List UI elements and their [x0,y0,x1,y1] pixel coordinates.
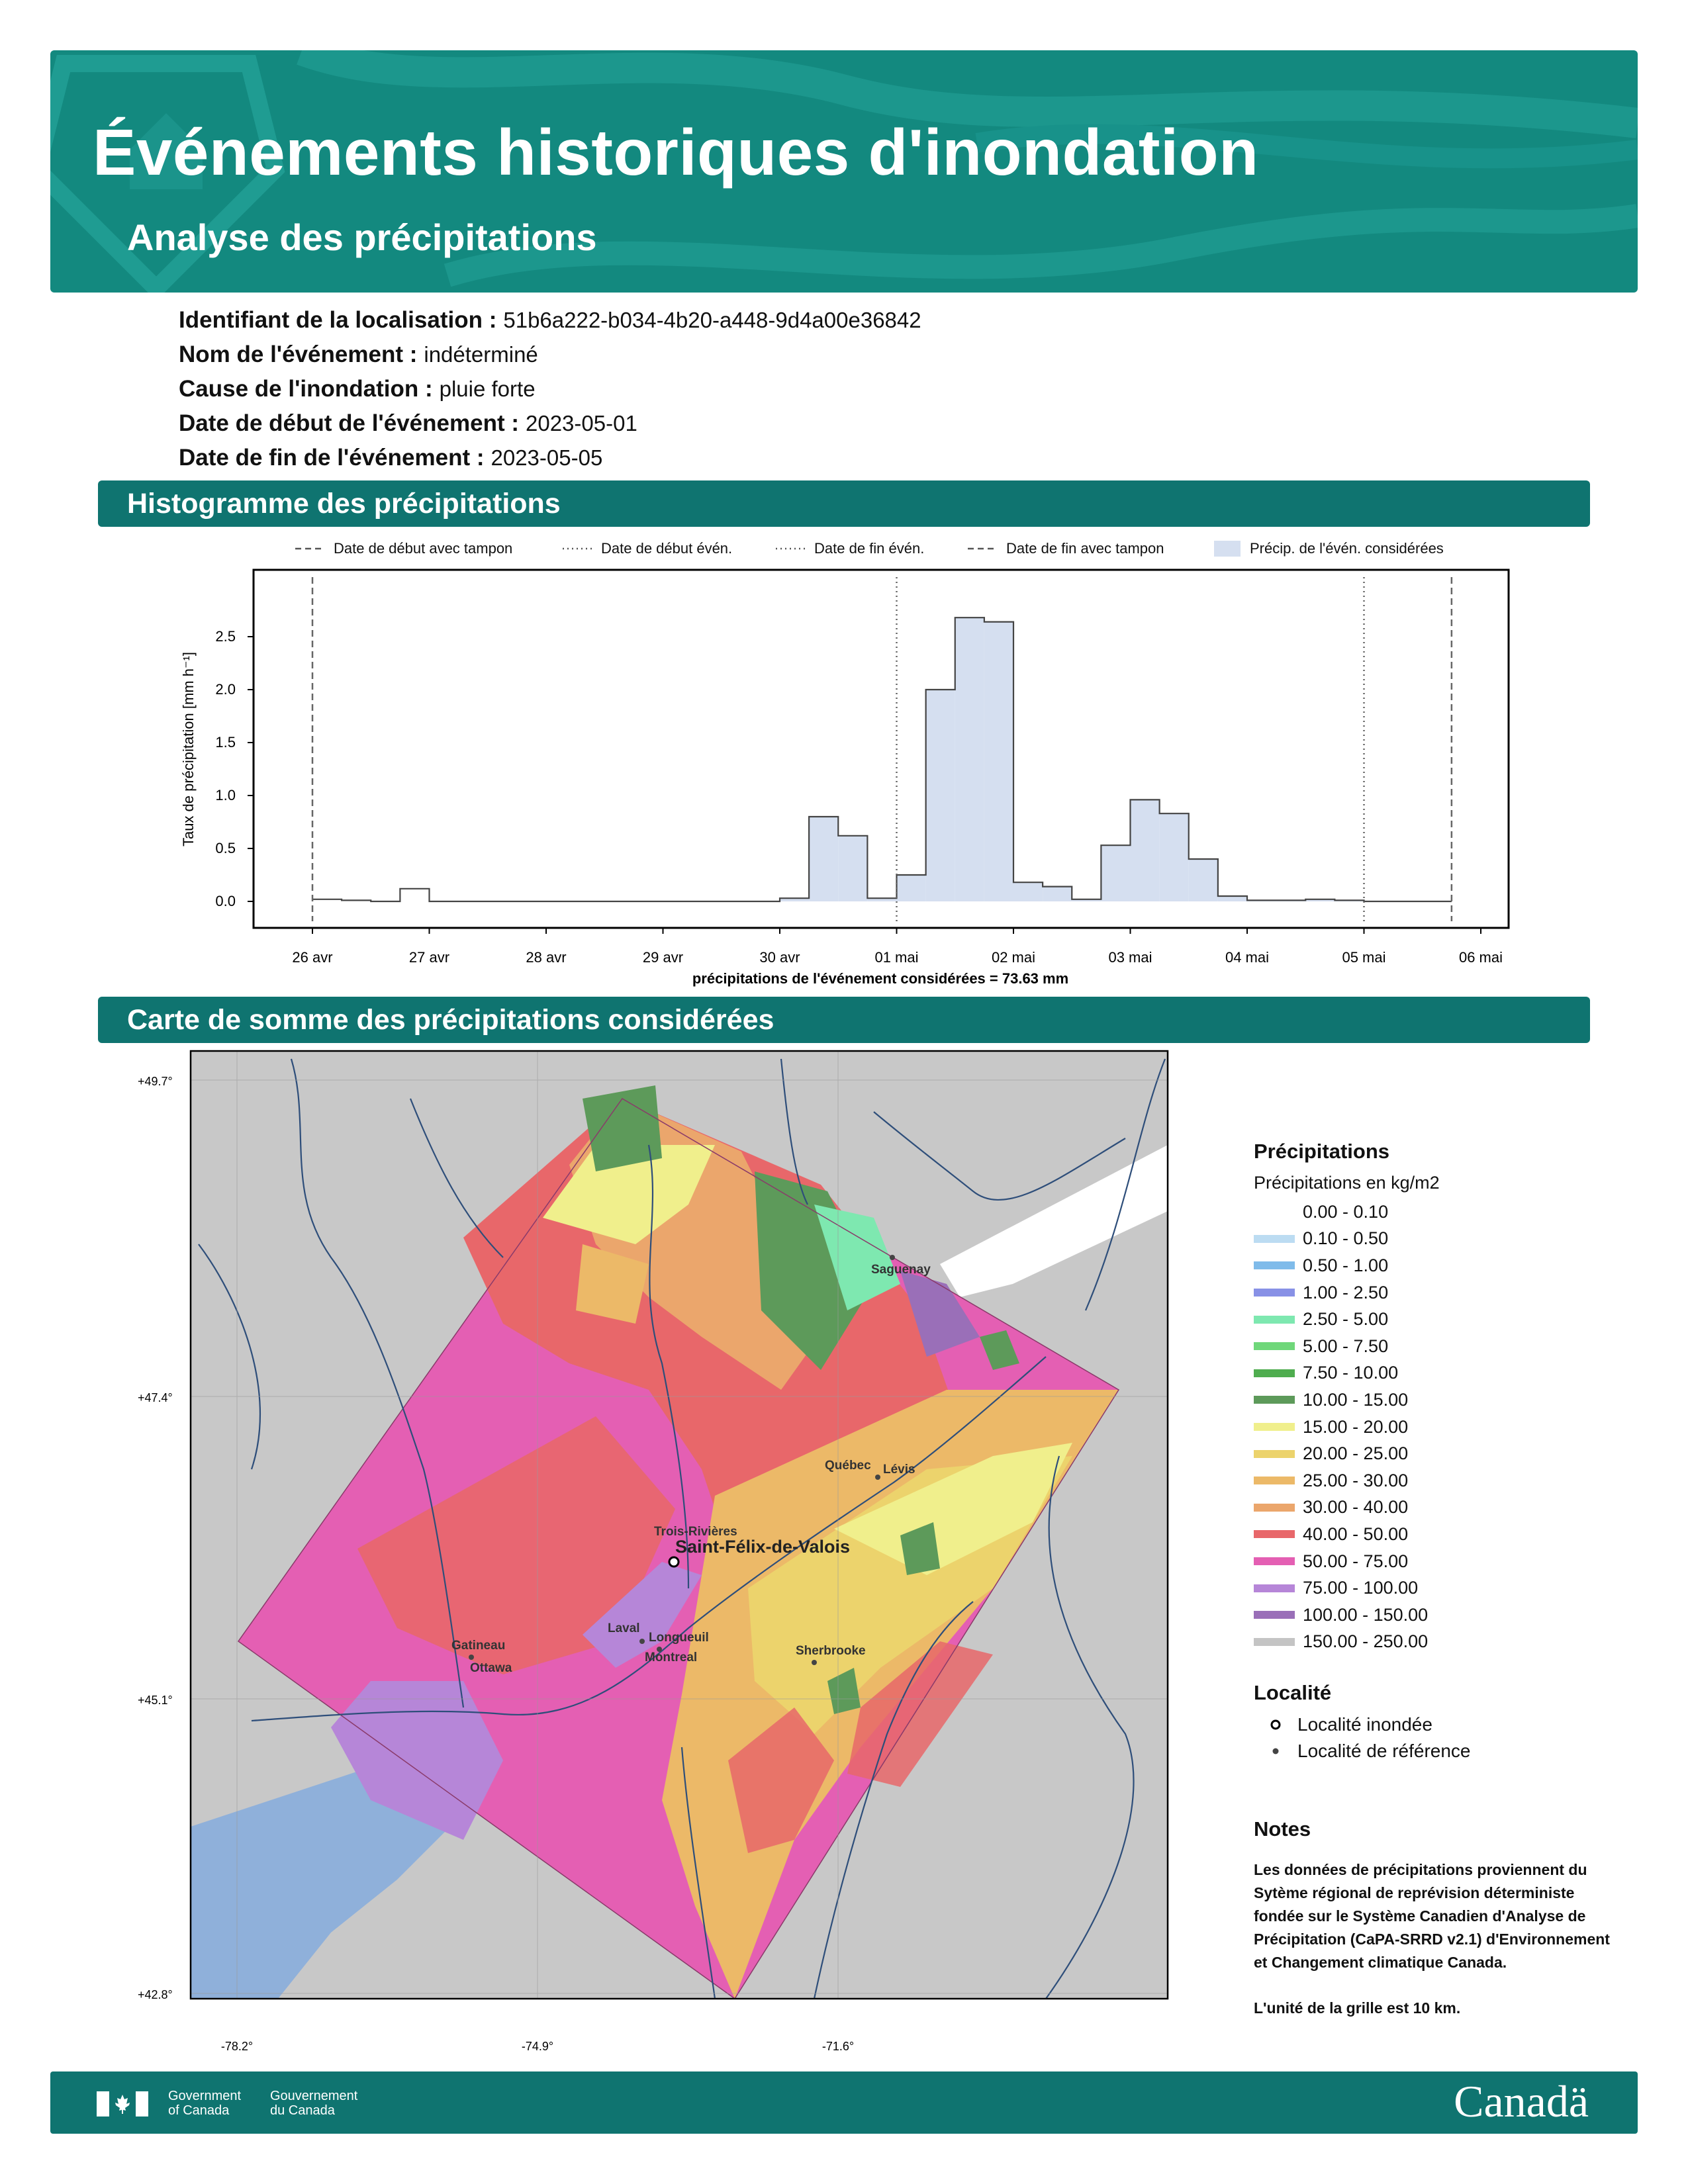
x-axis-ticks [292,928,1503,966]
x-tick-label: 29 avr [642,949,684,966]
open-circle-icon [1263,1718,1288,1731]
map-legend [1254,1140,1440,1655]
histogram-bar [1189,859,1218,901]
legend-class-item [1254,1602,1440,1629]
y-tick-label: 1.5 [215,734,236,751]
y-tick-label: 2.0 [215,681,236,698]
legend-class-label: 5.00 - 7.50 [1303,1336,1389,1356]
color-swatch [1254,1261,1295,1269]
y-tick-label: 2.5 [215,628,236,645]
histogram-section-header: Histogramme des précipitations [98,480,1590,527]
legend-class-label: 150.00 - 250.00 [1303,1631,1429,1652]
x-tick-label: 27 avr [408,949,450,966]
notes-paragraph-grid: L'unité de la grille est 10 km. [1254,1999,1461,2017]
histogram-bar [1043,887,1072,901]
lat-label: +45.1° [138,1694,173,1707]
precipitation-histogram [0,563,1688,999]
page-subtitle: Analyse des précipitations [127,216,597,258]
dashed-line-icon [968,545,997,552]
flooded-locality-marker [669,1557,679,1567]
legend-item-start-buffer: Date de début avec tampon [295,540,512,557]
x-tick-label: 03 mai [1108,949,1152,966]
x-tick-label: 26 avr [292,949,333,966]
meta-row-end-date: Date de fin de l'événement : 2023-05-05 [179,445,603,471]
legend-class-item [1254,1467,1440,1494]
notes-title: Notes [1254,1817,1311,1841]
header-banner [50,50,1638,293]
x-tick-label: 02 mai [991,949,1036,966]
city-trois-rivieres: Trois-Rivières [654,1525,737,1539]
legend-class-label: 50.00 - 75.00 [1303,1551,1409,1571]
legend-class-item [1254,1494,1440,1522]
legend-class-label: 7.50 - 10.00 [1303,1363,1399,1383]
meta-row-start-date: Date de début de l'événement : 2023-05-01 [179,410,637,436]
histogram-bar [955,617,984,901]
legend-class-label: 25.00 - 30.00 [1303,1470,1409,1490]
gov-fr-signature: Gouvernement du Canada [270,2089,358,2118]
city-quebec: Québec [825,1459,871,1473]
legend-class-label: 2.50 - 5.00 [1303,1309,1389,1330]
color-swatch [1254,1235,1295,1243]
legend-class-item [1254,1306,1440,1333]
color-swatch [1254,1638,1295,1646]
meta-row-cause: Cause de l'inondation : pluie forte [179,376,536,402]
legend-title: Précipitations [1254,1140,1389,1163]
legend-class-item [1254,1548,1440,1575]
legend-subtitle: Précipitations en kg/m2 [1254,1173,1440,1193]
x-axis-label: précipitations de l'événement considérées = 73.63 mm [692,970,1069,987]
city-ottawa: Ottawa [470,1661,512,1675]
canada-flag-icon [97,2091,148,2116]
notes-paragraph-source: Les données de précipitations proviennent du Sytème régional de reprévision déterministe fondée sur le Système Canadien d'Analyse de Précipitation (CaPA-SRRD v2.1) d'Environnement et Changement climatique Canada. [1254,1861,1610,1971]
x-tick-label: 04 mai [1225,949,1270,966]
legend-item-event-end: Date de fin évén. [776,540,924,557]
legend-class-item [1254,1521,1440,1548]
precipitation-map [0,1046,1231,2065]
legend-class-label: 100.00 - 150.00 [1303,1604,1429,1625]
histogram-bar [1160,813,1189,901]
color-swatch [1254,1584,1295,1592]
x-tick-label: 05 mai [1342,949,1386,966]
meta-row-location-id: Identifiant de la localisation : 51b6a222-b034-4b20-a448-9d4a00e36842 [179,307,921,333]
histogram-bar [1013,882,1043,901]
city-levis: Lévis [883,1463,915,1477]
locality-item-flooded: Localité inondée [1254,1711,1471,1738]
histogram-bar [809,817,838,901]
color-swatch [1254,1450,1295,1458]
y-tick-label: 1.0 [215,787,236,803]
legend-item-end-buffer: Date de fin avec tampon [968,540,1164,557]
locality-item-reference: Localité de référence [1254,1738,1471,1764]
color-swatch [1254,1316,1295,1324]
histogram-bar [926,690,955,901]
histogram-bar [1101,845,1130,901]
filled-dot-icon [1263,1745,1288,1758]
lat-label: +47.4° [138,1391,173,1404]
plot-frame [254,570,1509,928]
histogram-step-line [312,617,1452,901]
notes-section [1254,1817,1611,2020]
city-sherbrooke: Sherbrooke [796,1644,866,1658]
dotted-line-icon [776,545,805,552]
locality-title: Localité [1254,1681,1332,1704]
legend-class-label: 75.00 - 100.00 [1303,1578,1419,1598]
legend-class-item [1254,1199,1440,1226]
legend-class-label: 30.00 - 40.00 [1303,1497,1409,1518]
legend-class-label: 0.00 - 0.10 [1303,1201,1389,1222]
lat-label: +49.7° [138,1075,173,1088]
histogram-vlines [312,577,1452,921]
legend-class-item [1254,1387,1440,1414]
lon-label: -71.6° [821,2040,855,2053]
legend-class-label: 15.00 - 20.00 [1303,1416,1409,1437]
dashed-line-icon [295,545,324,552]
y-tick-label: 0.0 [215,893,236,909]
meta-row-event-name: Nom de l'événement : indéterminé [179,341,538,367]
color-swatch [1254,1611,1295,1619]
legend-class-item [1254,1629,1440,1656]
legend-class-label: 1.00 - 2.50 [1303,1282,1389,1302]
map-section-header: Carte de somme des précipitations considérées [98,997,1590,1043]
lat-label: +42.8° [138,1988,173,2001]
histogram-bars [312,617,1452,901]
legend-class-item [1254,1414,1440,1441]
dotted-line-icon [563,545,592,552]
chart-legend [0,537,1688,564]
x-tick-label: 06 mai [1458,949,1503,966]
x-tick-label: 28 avr [526,949,567,966]
color-swatch [1254,1396,1295,1404]
y-axis-ticks [215,628,254,909]
city-montreal: Montreal [645,1651,698,1664]
event-metadata [179,303,921,475]
legend-class-item [1254,1360,1440,1387]
color-swatch [1254,1423,1295,1431]
legend-class-label: 10.00 - 15.00 [1303,1389,1409,1410]
legend-class-item [1254,1226,1440,1253]
legend-class-item [1254,1333,1440,1360]
legend-class-item [1254,1440,1440,1467]
x-tick-label: 30 avr [759,949,800,966]
city-laval: Laval [608,1621,640,1635]
legend-item-event-start: Date de début évén. [563,540,732,557]
color-swatch [1254,1342,1295,1350]
color-swatch [1254,1504,1295,1512]
legend-class-item [1254,1279,1440,1306]
city-saguenay: Saguenay [871,1263,931,1277]
legend-class-item [1254,1252,1440,1279]
footer-bar [50,2071,1638,2134]
x-tick-label: 01 mai [874,949,919,966]
legend-class-list [1254,1199,1440,1655]
color-swatch [1254,1289,1295,1297]
y-axis-label: Taux de précipitation [mm h⁻¹] [180,651,197,847]
page-title: Événements historiques d'inondation [93,116,1259,189]
gov-en-signature: Government of Canada [168,2089,242,2118]
legend-class-label: 20.00 - 25.00 [1303,1443,1409,1464]
legend-class-item [1254,1574,1440,1602]
legend-class-label: 0.10 - 0.50 [1303,1228,1389,1249]
canada-wordmark: Canadä [1454,2076,1589,2126]
color-swatch [1254,1369,1295,1377]
legend-item-considered-precip: Précip. de l'évén. considérées [1214,540,1444,557]
city-saint-felix-de-valois: Saint-Félix-de-Valois [675,1537,851,1557]
city-longueuil: Longueuil [649,1631,709,1645]
patch-swatch-icon [1214,541,1241,557]
lon-label: -78.2° [220,2040,254,2053]
y-tick-label: 0.5 [215,840,236,856]
histogram-bar [897,875,926,901]
color-swatch [1254,1530,1295,1538]
histogram-bar [1218,896,1247,901]
histogram-bar [1131,799,1160,901]
legend-class-label: 40.00 - 50.00 [1303,1524,1409,1544]
histogram-bar [838,836,867,901]
lon-label: -74.9° [521,2040,554,2053]
histogram-bar [984,622,1013,901]
color-swatch [1254,1557,1295,1565]
legend-class-label: 0.50 - 1.00 [1303,1255,1389,1275]
locality-legend [1254,1681,1471,1764]
color-swatch [1254,1208,1295,1216]
color-swatch [1254,1477,1295,1484]
city-gatineau: Gatineau [451,1639,506,1653]
